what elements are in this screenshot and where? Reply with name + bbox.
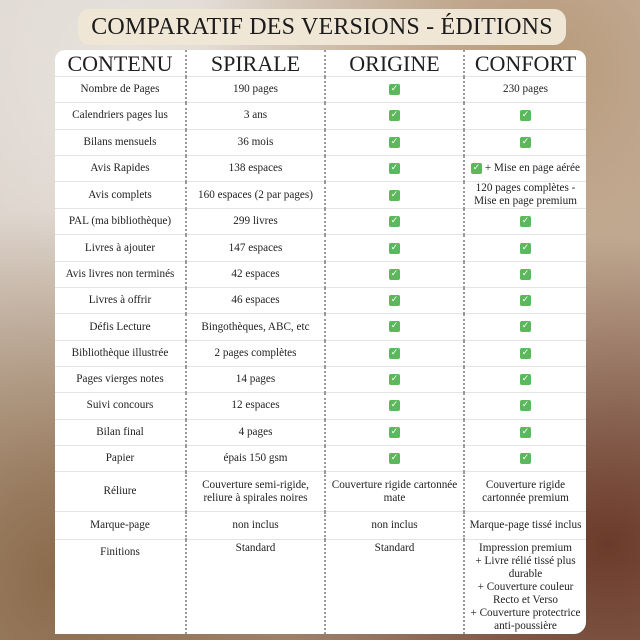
table-row: [55, 366, 586, 392]
row-label: Réliure: [55, 472, 186, 512]
table-row: [55, 77, 586, 103]
row-label: Bibliothèque illustrée: [55, 340, 186, 366]
origine-value: non inclus: [371, 519, 418, 532]
table-row: [55, 314, 586, 340]
cell-origine: [325, 540, 464, 634]
check-icon: ✓: [390, 189, 399, 200]
check-icon: ✓: [521, 347, 530, 358]
check-icon: ✓: [390, 242, 399, 253]
row-label: Avis livres non terminés: [55, 261, 186, 287]
header-confort: CONFORT: [464, 50, 586, 77]
header-contenu: CONTENU: [55, 50, 186, 77]
cell-spirale: [186, 288, 325, 314]
cell-spirale: [186, 472, 325, 512]
row-label: Finitions: [100, 546, 140, 559]
table-row: [55, 340, 586, 366]
check-icon: ✓: [390, 400, 399, 411]
page-title: COMPARATIF DES VERSIONS - ÉDITIONS: [78, 9, 566, 45]
check-icon: ✓: [390, 321, 399, 332]
row-label: Bilan final: [55, 419, 186, 445]
spirale-value: épais 150 gsm: [223, 452, 288, 464]
cell-confort: [464, 209, 586, 235]
table-row: [55, 182, 586, 209]
row-label: Bilans mensuels: [55, 129, 186, 155]
table-row: [55, 419, 586, 445]
comparison-table-card: [55, 50, 586, 634]
cell-confort: [464, 155, 586, 181]
spirale-value: 138 espaces: [228, 162, 283, 175]
cell-spirale: [186, 445, 325, 471]
header-spirale: SPIRALE: [186, 50, 325, 77]
cell-origine: [325, 288, 464, 314]
table-row: [55, 288, 586, 314]
cell-confort: [464, 472, 586, 512]
check-icon: ✓: [390, 452, 399, 463]
cell-confort: [464, 419, 586, 445]
check-icon: ✓: [390, 426, 399, 437]
table-row: [55, 103, 586, 129]
cell-spirale: [186, 129, 325, 155]
cell-spirale: [186, 235, 325, 261]
row-label: Avis complets: [55, 182, 186, 209]
table-row: [55, 512, 586, 540]
cell-spirale: [186, 209, 325, 235]
check-icon: ✓: [390, 216, 399, 227]
cell-confort: [464, 288, 586, 314]
row-label: Livres à ajouter: [55, 235, 186, 261]
cell-spirale: [186, 103, 325, 129]
cell-confort: [464, 103, 586, 129]
cell-spirale: [186, 366, 325, 392]
cell-spirale: [186, 419, 325, 445]
spirale-value: 299 livres: [233, 215, 278, 228]
confort-value: + Mise en page aérée: [484, 162, 580, 175]
spirale-value: 46 espaces: [231, 294, 280, 307]
origine-value: Couverture rigide cartonnée mate: [331, 478, 458, 504]
spirale-value: 190 pages: [232, 83, 279, 96]
check-icon: ✓: [390, 110, 399, 121]
table-row: [55, 540, 586, 634]
spirale-value: non inclus: [232, 519, 279, 532]
cell-origine: [325, 472, 464, 512]
check-icon: ✓: [472, 162, 481, 173]
cell-spirale: [186, 512, 325, 540]
row-label: Marque-page: [55, 512, 186, 540]
cell-origine: [325, 129, 464, 155]
row-label: Calendriers pages lus: [55, 103, 186, 129]
spirale-value: 3 ans: [243, 109, 268, 122]
spirale-value: 36 mois: [237, 135, 274, 148]
cell-confort: [464, 129, 586, 155]
cell-origine: [325, 77, 464, 103]
cell-origine: [325, 155, 464, 181]
cell-spirale: [186, 155, 325, 181]
check-icon: ✓: [390, 136, 399, 147]
cell-spirale: [186, 261, 325, 287]
cell-origine: [325, 419, 464, 445]
table-row: [55, 472, 586, 512]
cell-confort: [464, 445, 586, 471]
cell-spirale: [186, 393, 325, 419]
row-label: Papier: [55, 445, 186, 471]
finition-line: + Livre rélié tissé plus durable: [475, 555, 576, 581]
row-label: Nombre de Pages: [55, 77, 186, 103]
row-label: Pages vierges notes: [55, 366, 186, 392]
confort-value: 120 pages complètes - Mise en page premium: [474, 182, 577, 208]
spirale-value: Standard: [235, 542, 276, 555]
table-row: [55, 393, 586, 419]
cell-origine: [325, 103, 464, 129]
cell-origine: [325, 209, 464, 235]
cell-confort: [464, 340, 586, 366]
cell-confort: [464, 314, 586, 340]
header-origine: ORIGINE: [325, 50, 464, 77]
spirale-value: 42 espaces: [231, 267, 280, 280]
cell-origine: [325, 340, 464, 366]
spirale-value: 14 pages: [235, 373, 276, 386]
check-icon: ✓: [521, 400, 530, 411]
cell-origine: [325, 393, 464, 419]
comparison-table: [55, 50, 586, 634]
cell-spirale: [186, 340, 325, 366]
finition-line: + Couverture couleur Recto et Verso: [477, 581, 574, 607]
table-row: [55, 155, 586, 181]
check-icon: ✓: [390, 347, 399, 358]
row-label: PAL (ma bibliothèque): [55, 209, 186, 235]
row-label: Suivi concours: [55, 393, 186, 419]
cell-origine: [325, 366, 464, 392]
cell-confort: [464, 540, 586, 634]
row-label: Défis Lecture: [55, 314, 186, 340]
confort-value: Couverture rigide cartonnée premium: [482, 478, 569, 504]
check-icon: ✓: [521, 136, 530, 147]
table-row: [55, 261, 586, 287]
cell-confort: [464, 366, 586, 392]
finition-line: Impression premium: [479, 542, 572, 555]
spirale-value: 4 pages: [238, 425, 273, 438]
cell-confort: [464, 77, 586, 103]
confort-value: 230 pages: [502, 83, 549, 96]
cell-origine: [325, 512, 464, 540]
cell-spirale: [186, 77, 325, 103]
cell-origine: [325, 182, 464, 209]
check-icon: ✓: [521, 242, 530, 253]
check-icon: ✓: [521, 321, 530, 332]
check-icon: ✓: [521, 452, 530, 463]
cell-spirale: [186, 540, 325, 634]
cell-origine: [325, 314, 464, 340]
cell-confort: [464, 182, 586, 209]
spirale-value: Couverture semi-rigide, reliure à spirales noires: [202, 478, 309, 504]
table-row: [55, 235, 586, 261]
check-icon: ✓: [390, 84, 399, 95]
check-icon: ✓: [390, 268, 399, 279]
row-label: Avis Rapides: [55, 155, 186, 181]
cell-confort: [464, 512, 586, 540]
spirale-value: 12 espaces: [231, 399, 280, 412]
check-icon: ✓: [521, 374, 530, 385]
table-row: [55, 445, 586, 471]
check-icon: ✓: [521, 295, 530, 306]
origine-value: Standard: [374, 542, 415, 555]
check-icon: ✓: [521, 216, 530, 227]
check-icon: ✓: [390, 374, 399, 385]
check-icon: ✓: [521, 110, 530, 121]
spirale-value: 147 espaces: [228, 241, 283, 254]
check-icon: ✓: [521, 268, 530, 279]
finition-line: + Couverture protectrice anti-poussière: [470, 607, 581, 633]
table-row: [55, 129, 586, 155]
confort-value: Marque-page tissé inclus: [469, 519, 582, 532]
cell-spirale: [186, 314, 325, 340]
cell-origine: [325, 445, 464, 471]
cell-spirale: [186, 182, 325, 209]
cell-origine: [325, 261, 464, 287]
cell-confort: [464, 235, 586, 261]
header-row: [55, 50, 586, 77]
cell-origine: [325, 235, 464, 261]
cell-confort: [464, 393, 586, 419]
row-label: Livres à offrir: [55, 288, 186, 314]
spirale-value: Bingothèques, ABC, etc: [201, 320, 310, 333]
check-icon: ✓: [390, 162, 399, 173]
cell-confort: [464, 261, 586, 287]
table-row: [55, 209, 586, 235]
check-icon: ✓: [521, 426, 530, 437]
check-icon: ✓: [390, 295, 399, 306]
spirale-value: 160 espaces (2 par pages): [198, 188, 313, 201]
spirale-value: 2 pages complètes: [214, 346, 297, 359]
